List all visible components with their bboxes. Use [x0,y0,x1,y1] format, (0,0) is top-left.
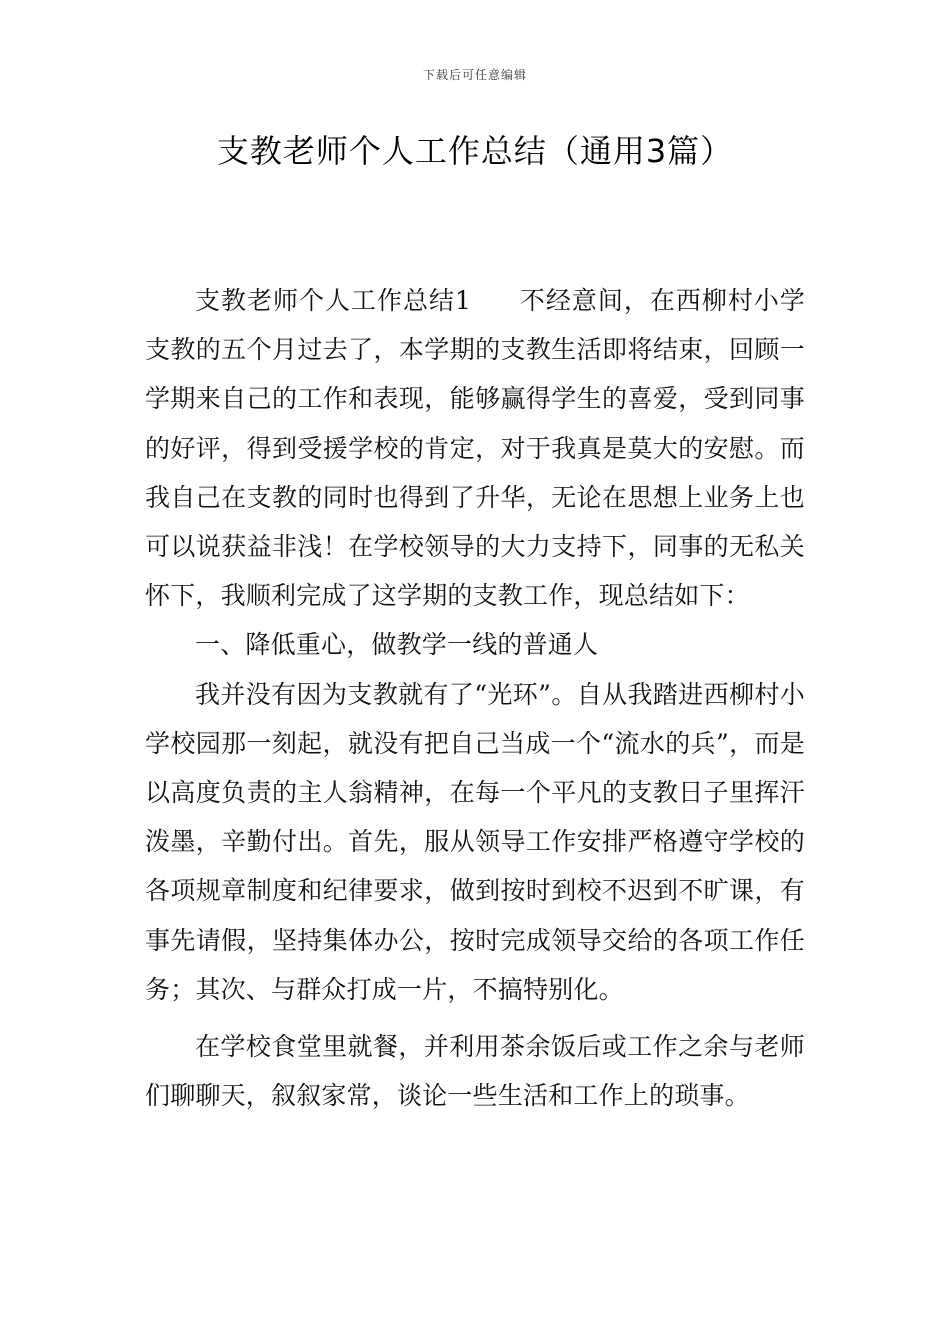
paragraph-three: 在学校食堂里就餐，并利用茶余饭后或工作之余与老师们聊聊天，叙叙家常，谈论一些生活和工作上的琐事。 [145,1032,805,1111]
header-note: 下载后可任意编辑 [422,68,527,82]
paragraph-intro [145,276,805,620]
document-title: 支教老师个人工作总结（通用3篇） [216,132,734,170]
section-heading: 支教老师个人工作总结1 [195,286,472,315]
document-body [145,276,805,1120]
subheading-one: 一、降低重心，做教学一线的普通人 [195,630,599,660]
paragraph-intro-text: 不经意间，在西柳村小学支教的五个月过去了，本学期的支教生活即将结束，回顾一学期来自己的工作和表现，能够赢得学生的喜爱，受到同事的好评，得到受援学校的肯定，对于我真是莫大的安慰。而我自己在支教的同时也得到了升华，无论在思想上业务上也可以说获益非浅！在学校领导的大力支持下，同事的无私关怀下，我顺利完成了这学期的支教工作，现总结如下： [145,286,806,611]
paragraph-two: 我并没有因为支教就有了“光环”。自从我踏进西柳村小学校园那一刻起，就没有把自己当成一个“流水的兵”，而是以高度负责的主人翁精神，在每一个平凡的支教日子里挥汗泼墨，辛勤付出。首先，服从领导工作安排严格遵守学校的各项规章制度和纪律要求，做到按时到校不迟到不旷课，有事先请假，坚持集体办公，按时完成领导交给的各项工作任务；其次、与群众打成一片，不搞特别化。 [145,679,805,1004]
